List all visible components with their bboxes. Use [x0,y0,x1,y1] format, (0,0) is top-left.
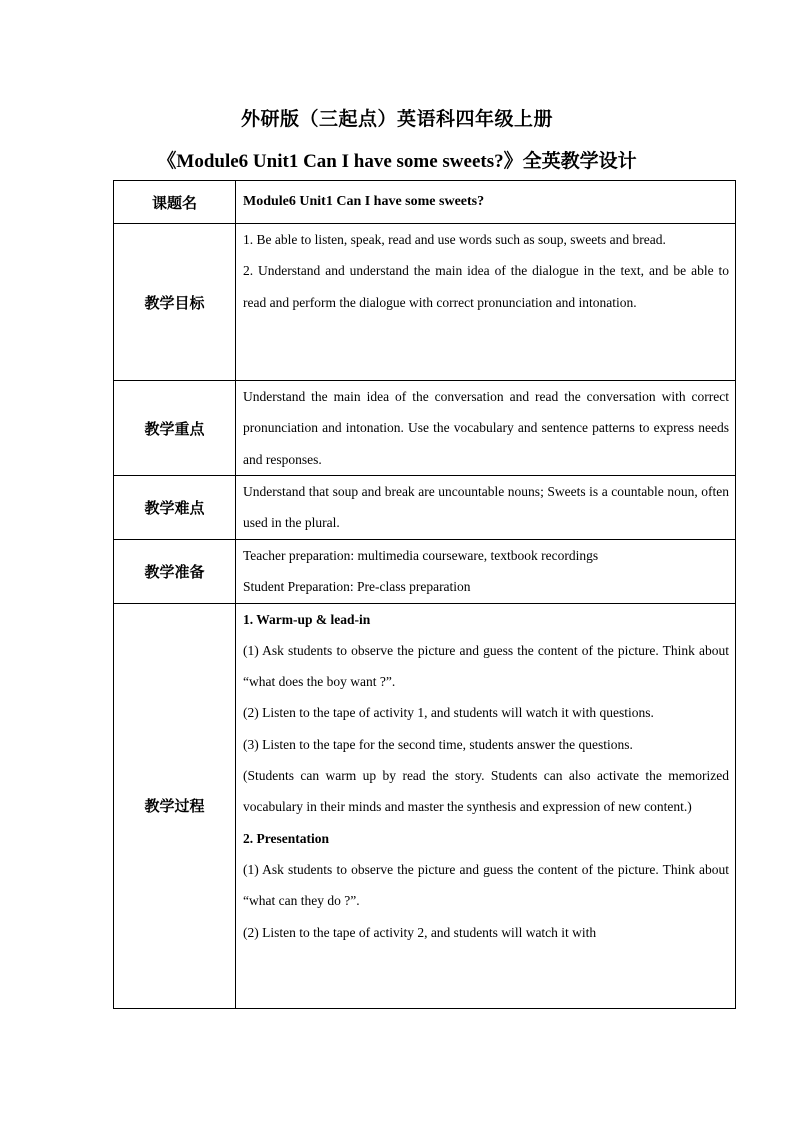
document-title-line-1: 外研版（三起点）英语科四年级上册 [240,109,553,130]
row-key-points [114,381,736,476]
preparation-line: Student Preparation: Pre-class preparation [243,578,471,594]
process-paragraph: (3) Listen to the tape for the second time, students answer the questions. [243,736,633,752]
label-difficulties: 教学难点 [114,476,236,540]
process-paragraph: (2) Listen to the tape of activity 1, and students will watch it with questions. [243,705,654,721]
process-section-heading: 2. Presentation [243,830,329,846]
row-process [114,603,736,1008]
difficulties-text: Understand that soup and break are uncountable nouns; Sweets is a countable noun, often used in the plural. [243,484,729,531]
process-paragraph: (1) Ask students to observe the picture and guess the content of the picture. Think about “what can they do ?”. [243,861,729,909]
process-content [236,603,736,1008]
document-title-line-2: 《Module6 Unit1 Can I have some sweets?》全英教学设计 [157,151,637,172]
process-paragraph: (2) Listen to the tape of activity 2, and students will watch it with [243,924,597,940]
lesson-title-value: Module6 Unit1 Can I have some sweets? [236,181,736,224]
label-preparation: 教学准备 [114,539,236,603]
label-process: 教学过程 [114,603,236,1008]
label-objectives: 教学目标 [114,224,236,381]
preparation-content [236,539,736,603]
objective-item: 1. Be able to listen, speak, read and use words such as soup, sweets and bread. [243,232,666,247]
process-paragraph: (Students can warm up by read the story. Students can also activate the memorized vocabulary in their minds and master the synthesis and expression of new content.) [243,768,729,815]
label-lesson-title: 课题名 [114,181,236,224]
key-points-text: Understand the main idea of the conversation and read the conversation with correct pronunciation and intonation. Use the vocabulary and sentence patterns to express needs and responses. [243,389,729,467]
objectives-content [236,224,736,381]
row-preparation [114,539,736,603]
row-objectives [114,224,736,381]
key-points-content [236,381,736,476]
row-lesson-title [114,181,736,224]
preparation-line: Teacher preparation: multimedia courseware, textbook recordings [243,547,599,563]
process-section-heading: 1. Warm-up & lead-in [243,611,371,627]
lesson-plan-table [113,180,736,1009]
objective-item: 2. Understand and understand the main idea of the dialogue in the text, and be able to read and perform the dialogue with correct pronunciation and intonation. [243,263,729,310]
process-paragraph: (1) Ask students to observe the picture and guess the content of the picture. Think about “what does the boy want ?”. [243,642,729,690]
row-difficulties [114,476,736,540]
label-key-points: 教学重点 [114,381,236,476]
difficulties-content [236,476,736,540]
